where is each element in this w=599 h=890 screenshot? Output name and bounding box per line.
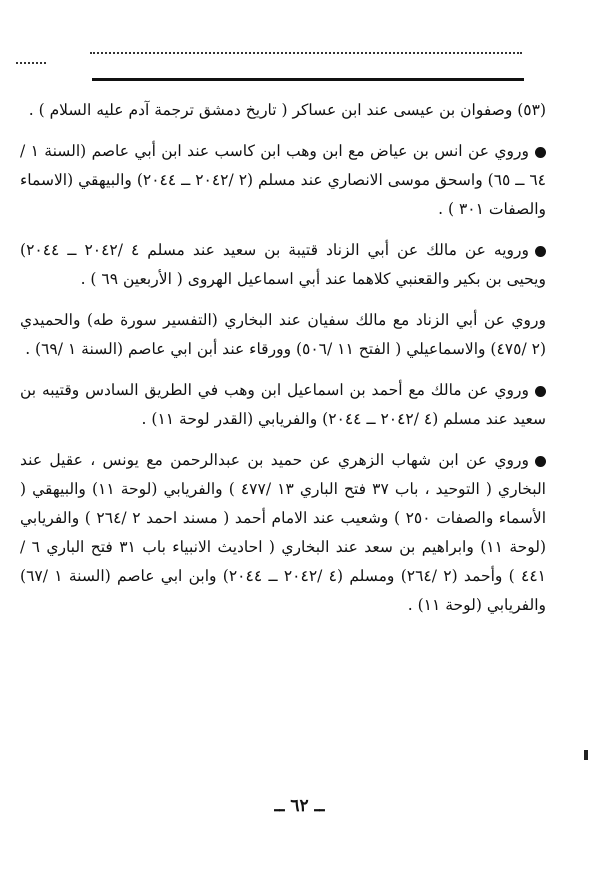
bullet-icon <box>535 147 546 158</box>
header-rule <box>92 78 524 81</box>
bullet-icon <box>535 246 546 257</box>
page-number: ــ ٦٢ ــ <box>274 796 325 816</box>
paragraph-text: وروي عن أبي الزناد مع مالك سفيان عند البخاري (التفسير سورة طه) والحميدي (٢ /٤٧٥) والاسماعيلي ( الفتح ١١ /٥٠٦) وورقاء عند أبن ابي عاصم (السنة ١ /٦٩) . <box>20 311 546 358</box>
paragraph-text: وروي عن انس بن عياض مع ابن وهب ابن كاسب عند ابن أبي عاصم (السنة ١ /٦٤ ــ ٦٥) واسحق موسى الانصاري عند مسلم (٢ /٢٠٤٢ ــ ٢٠٤٤) والبيهقي (الاسماء والصفات ٣٠١ ) . <box>20 142 546 218</box>
page-body <box>20 96 546 632</box>
paragraph-abi-zinad <box>20 306 546 364</box>
paragraph-53 <box>20 96 546 125</box>
paragraph-anas <box>20 137 546 224</box>
paragraph-text: وروي عن ابن شهاب الزهري عن حميد بن عبدالرحمن مع يونس ، عقيل عند البخاري ( التوحيد ، باب ٣٧ فتح الباري ١٣ /٤٧٧ ) والفريابي (لوحة ١١) والبيهقي ( الأسماء والصفات ٢٥٠ ) وشعيب عند الامام أحمد ( مسند احمد ٢ /٢٦٤ ) والفريابي (لوحة ١١) وابراهيم بن سعد عند البخاري ( احاديث الانبياء باب ٣١ فتح الباري ٦ /٤٤١ ) وأحمد (٢ /٢٦٤) ومسلم (٤ /٢٠٤٢ ــ ٢٠٤٤) وابن ابي عاصم (السنة ١ /٦٧) والفريابي (لوحة ١١) . <box>20 451 547 614</box>
paragraph-text: (٥٣) وصفوان بن عيسى عند ابن عساكر ( تاريخ دمشق ترجمة آدم عليه السلام ) . <box>28 101 546 119</box>
paragraph-zuhri <box>20 446 546 620</box>
paragraph-text: وروي عن مالك مع أحمد بن اسماعيل ابن وهب في الطريق السادس وقتيبه بن سعيد عند مسلم (٤ /٢٠٤٢ ــ ٢٠٤٤) والفريابي (القدر لوحة ١١) . <box>20 381 546 428</box>
paragraph-malik <box>20 236 546 294</box>
paragraph-text: ورويه عن مالك عن أبي الزناد قتيبة بن سعيد عند مسلم ٤ /٢٠٤٢ ــ ٢٠٤٤) ويحيى بن بكير والقعنبي كلاهما عند أبي اسماعيل الهروى ( الأربعين ٦٩ ) . <box>20 241 546 288</box>
margin-mark <box>584 750 588 760</box>
bullet-icon <box>535 456 546 467</box>
header-dotted-line-left <box>16 62 46 64</box>
paragraph-malik-ahmad <box>20 376 546 434</box>
header-dotted-line <box>90 52 522 54</box>
bullet-icon <box>535 386 546 397</box>
